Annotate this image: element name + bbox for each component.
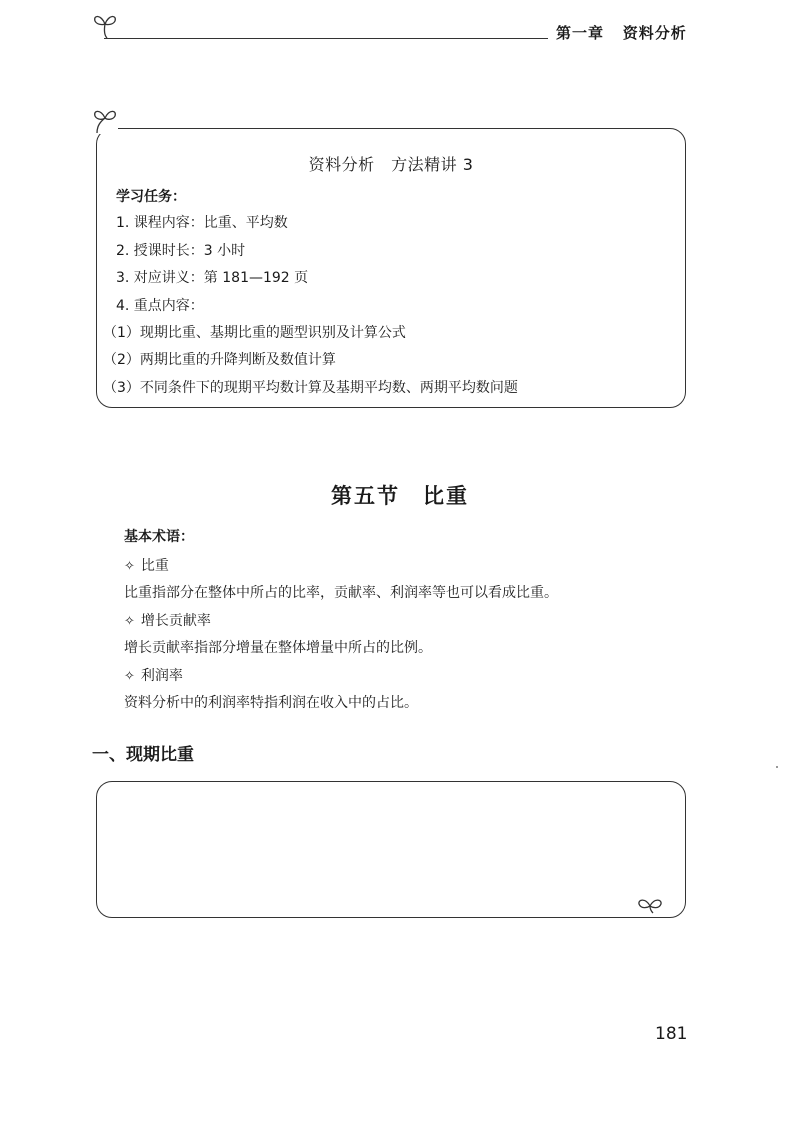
task-label: 学习任务：: [116, 189, 186, 205]
sprout-icon: [92, 106, 118, 134]
task-item: 3. 对应讲义：第 181—192 页: [116, 270, 309, 286]
sprout-icon: [92, 10, 118, 40]
diamond-bullet-icon: ✧: [124, 614, 135, 629]
term-name: 利润率: [140, 668, 183, 684]
subject-label: 资料分析: [622, 24, 687, 42]
chapter-label: 第一章: [556, 24, 605, 42]
diamond-bullet-icon: ✧: [124, 669, 135, 684]
section-title: 第五节 比重: [331, 483, 469, 508]
term-heading: [124, 665, 183, 685]
running-header: [556, 22, 687, 43]
task-subitem: （3）不同条件下的现期平均数计算及基期平均数、两期平均数问题: [103, 380, 518, 396]
diamond-bullet-icon: ✧: [124, 559, 135, 574]
term-heading: [124, 555, 169, 575]
terms-label: 基本术语：: [124, 529, 194, 545]
method-box-title: 资料分析 方法精讲 3: [308, 155, 474, 174]
page-number: 181: [655, 1024, 688, 1044]
task-subitem: （2）两期比重的升降判断及数值计算: [103, 352, 336, 368]
term-definition: 增长贡献率指部分增量在整体增量中所占的比例。: [124, 640, 432, 656]
header-rule: [104, 38, 548, 39]
term-heading: [124, 610, 211, 630]
term-definition: 资料分析中的利润率特指利润在收入中的占比。: [124, 695, 418, 711]
scan-speck: [776, 766, 778, 768]
note-box: [96, 781, 686, 918]
term-name: 增长贡献率: [140, 613, 211, 629]
sprout-icon: [636, 896, 664, 914]
term-definition: 比重指部分在整体中所占的比率，贡献率、利润率等也可以看成比重。: [124, 585, 558, 601]
task-subitem: （1）现期比重、基期比重的题型识别及计算公式: [103, 325, 406, 341]
term-name: 比重: [140, 558, 169, 574]
subsection-title: 一、现期比重: [92, 745, 194, 765]
task-item: 4. 重点内容：: [116, 298, 204, 314]
task-item: 1. 课程内容：比重、平均数: [116, 215, 288, 231]
task-item: 2. 授课时长：3 小时: [116, 243, 246, 259]
